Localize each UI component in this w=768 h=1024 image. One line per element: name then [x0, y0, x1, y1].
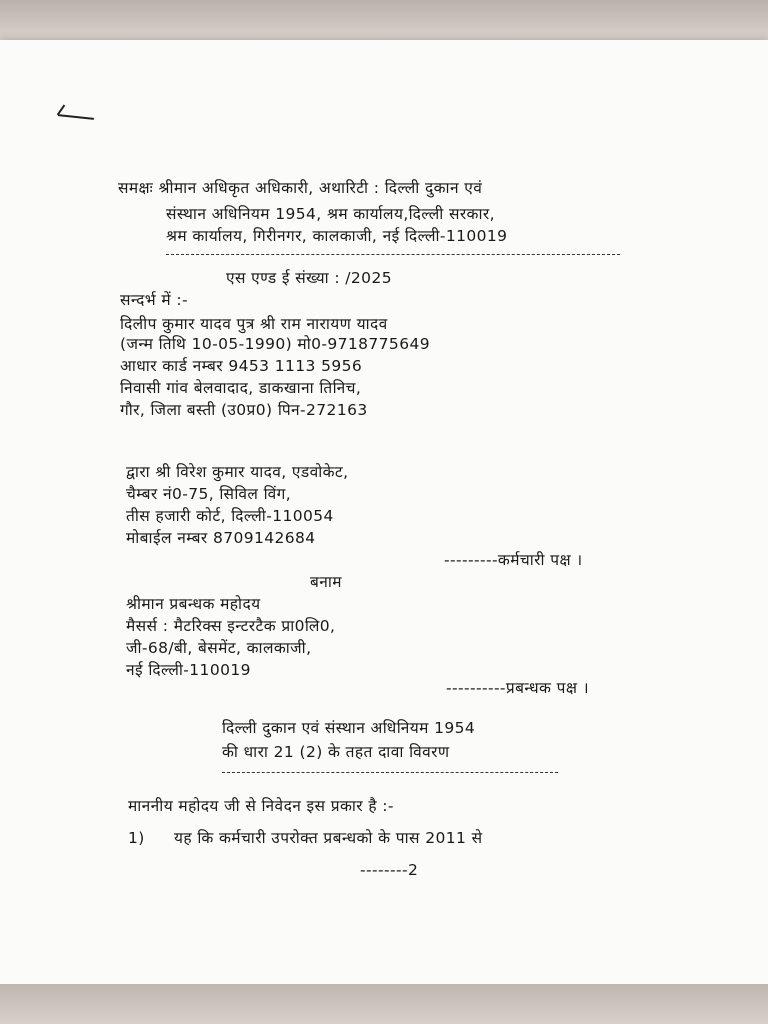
claimant-line-4: निवासी गांव बेलवादाद, डाकखाना तिनिच, [120, 379, 362, 397]
salutation: माननीय महोदय जी से निवेदन इस प्रकार है :- [128, 797, 394, 815]
reference-label: सन्दर्भ में :- [120, 291, 188, 309]
advocate-line-1: द्वारा श्री विरेश कुमार यादव, एडवोकेट, [126, 463, 349, 481]
versus-label: बनाम [310, 573, 342, 591]
scan-background-bottom [0, 984, 768, 1024]
claimant-line-2: (जन्म तिथि 10-05-1990) मो0-9718775649 [120, 335, 430, 353]
subject-line-2: की धारा 21 (2) के तहत दावा विवरण [222, 743, 450, 761]
respondent-line-2: मैसर्स : मैटरिक्स इन्टरटैक प्रा0लि0, [126, 617, 336, 635]
respondent-line-4: नई दिल्ली-110019 [126, 661, 251, 679]
header-line-2: संस्थान अधिनियम 1954, श्रम कार्यालय,दिल्ली सरकार, [166, 205, 495, 223]
subject-divider [222, 772, 558, 773]
claimant-line-3: आधार कार्ड नम्बर 9453 1113 5956 [120, 357, 363, 375]
advocate-line-3: तीस हजारी कोर्ट, दिल्ली-110054 [126, 507, 334, 525]
page-continuation-marker: --------2 [360, 861, 419, 879]
case-number: एस एण्ड ई संख्या : /2025 [226, 269, 392, 287]
advocate-line-4: मोबाईल नम्बर 8709142684 [126, 529, 316, 547]
employee-party: ---------कर्मचारी पक्ष । [444, 551, 583, 569]
header-line-1: समक्षः श्रीमान अधिकृत अधिकारी, अथारिटी : दिल्ली दुकान एवं [118, 179, 483, 197]
point-1-number: 1) [128, 829, 145, 847]
subject-line-1: दिल्ली दुकान एवं संस्थान अधिनियम 1954 [222, 719, 476, 737]
claimant-line-1: दिलीप कुमार यादव पुत्र श्री राम नारायण यादव [120, 315, 388, 333]
advocate-line-2: चैम्बर नं0-75, सिविल विंग, [126, 485, 292, 503]
respondent-line-3: जी-68/बी, बेसमेंट, कालकाजी, [126, 639, 312, 657]
management-party: ----------प्रबन्धक पक्ष । [446, 679, 589, 697]
respondent-line-1: श्रीमान प्रबन्धक महोदय [126, 595, 261, 613]
point-1-text: यह कि कर्मचारी उपरोक्त प्रबन्धको के पास 2011 से [174, 829, 483, 847]
header-line-3: श्रम कार्यालय, गिरीनगर, कालकाजी, नई दिल्ली-110019 [166, 227, 508, 245]
header-divider [166, 254, 620, 255]
claimant-line-5: गौर, जिला बस्ती (उ0प्र0) पिन-272163 [120, 401, 368, 419]
scan-background-top [0, 0, 768, 40]
